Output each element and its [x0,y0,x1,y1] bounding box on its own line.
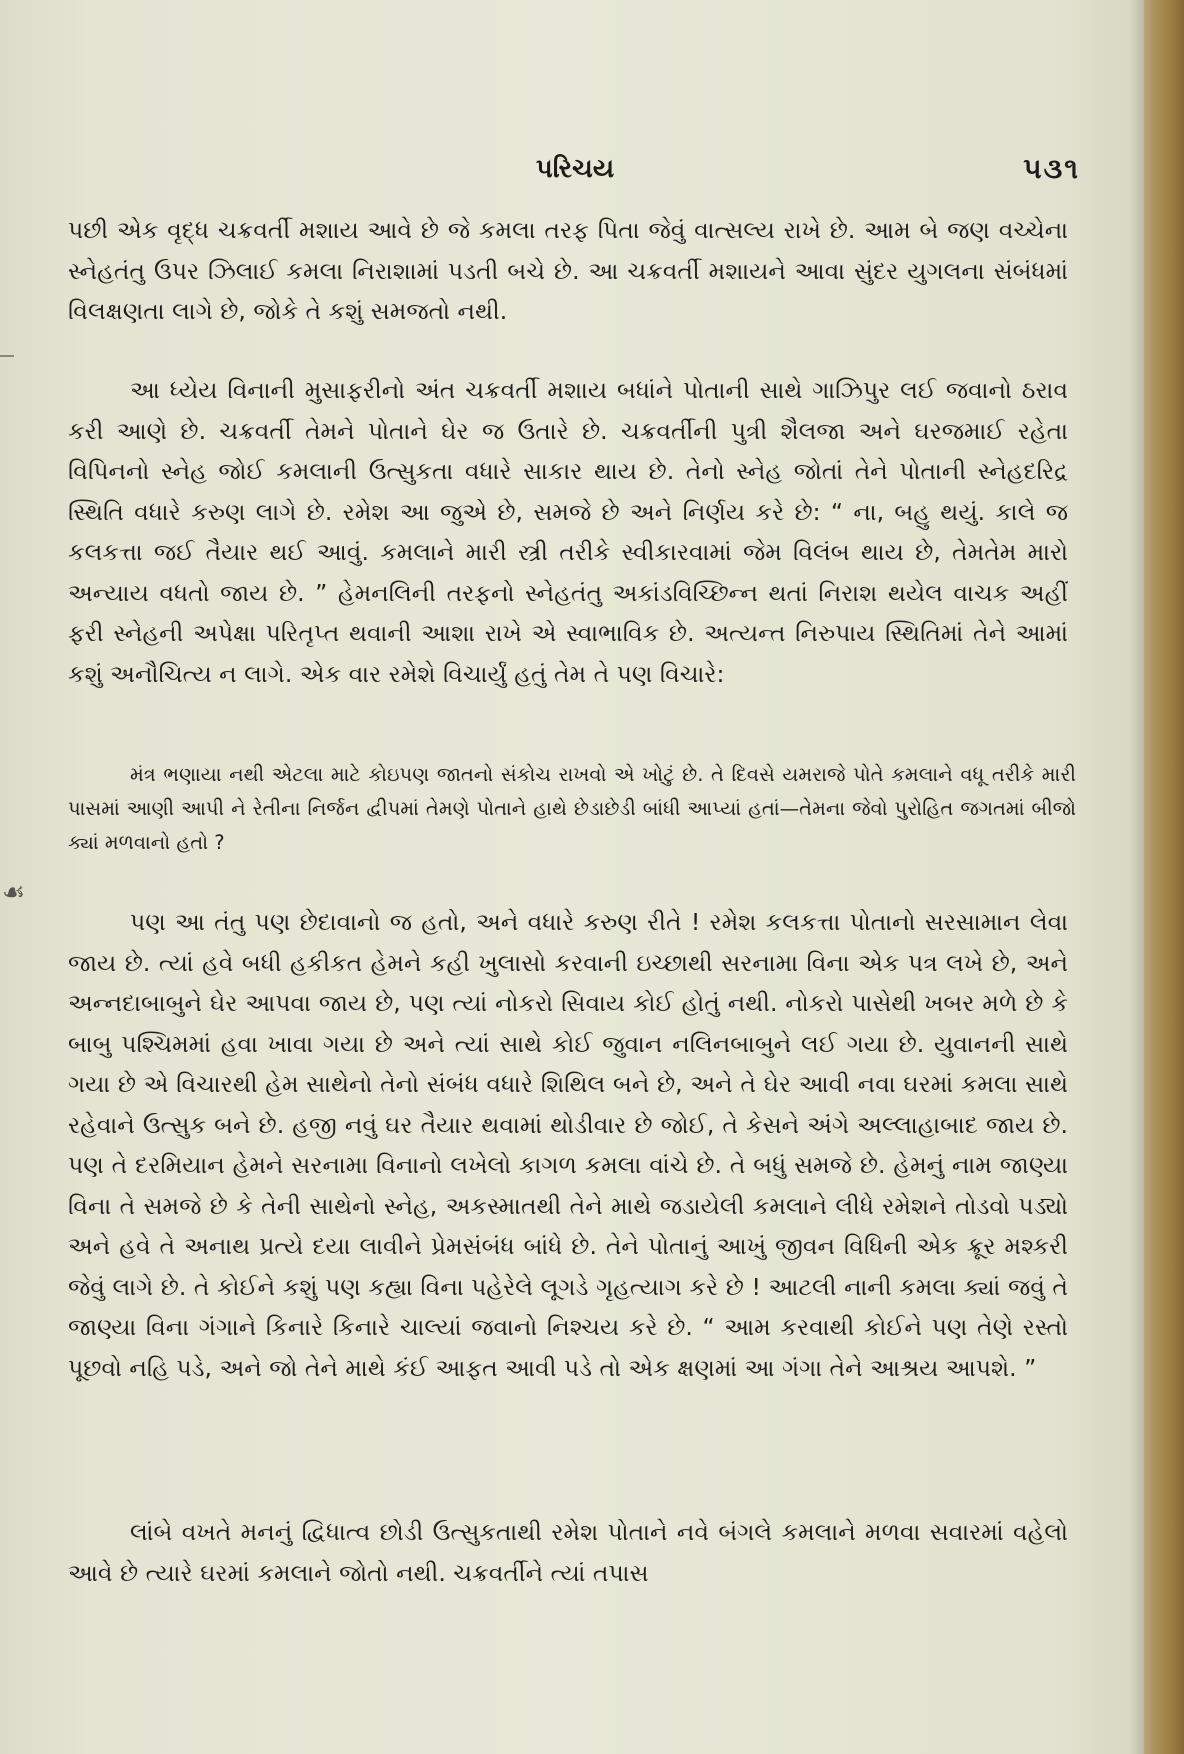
paragraph-3: પણ આ તંતુ પણ છેદાવાનો જ હતો, અને વધારે કરુણ રીતે ! રમેશ કલકત્તા પોતાનો સરસામાન લેવા જાય છે. ત્યાં હવે બધી હકીકત હેમને કહી ખુલાસો કરવાની ઇચ્છાથી સરનામા વિના એક પત્ર લખે છે, અને અન્નદાબાબુને ઘેર આપવા જાય છે, પણ ત્યાં નોકરો સિવાય કોઈ હોતું નથી. નોકરો પાસેથી ખબર મળે છે કે બાબુ પશ્ચિમમાં હવા ખાવા ગયા છે અને ત્યાં સાથે કોઈ જુવાન નલિનબાબુને લઈ ગયા છે. યુવાનની સાથે ગયા છે એ વિચારથી હેમ સાથેનો તેનો સંબંધ વધારે શિથિલ બને છે, અને તે ઘેર આવી નવા ઘરમાં કમલા સાથે રહેવાને ઉત્સુક બને છે. હજી નવું ઘર તૈયાર થવામાં થોડીવાર છે જોઈ, તે કેસને અંગે અલ્લાહાબાદ જાય છે. પણ તે દરમિયાન હેમને સરનામા વિનાનો લખેલો કાગળ કમલા વાંચે છે. તે બધું સમજે છે. હેમનું નામ જાણ્યા વિના તે સમજે છે કે તેની સાથેનો સ્નેહ, અકસ્માતથી તેને માથે જડાયેલી કમલાને લીધે રમેશને તોડવો પડ્યો અને હવે તે અનાથ પ્રત્યે દયા લાવીને પ્રેમસંબંધ બાંધે છે. તેને પોતાનું આખું જીવન વિધિની એક ક્રૂર મશ્કરી જેવું લાગે છે. તે કોઈને કશું પણ કહ્યા વિના પહેરેલે લૂગડે ગૃહત્યાગ કરે છે ! આટલી નાની કમલા ક્યાં જવું તે જાણ્યા વિના ગંગાને કિનારે કિનારે ચાલ્યાં જવાનો નિશ્ચય કરે છે. “ આમ કરવાથી કોઈને પણ તેણે રસ્તો પૂછવો નહિ પડે, અને જો તેને માથે કંઈ આફત આવી પડે તો એક ક્ષણમાં આ ગંગા તેને આશ્રય આપશે. ” [68,908,1068,1382]
block-quote: મંત્ર ભણાયા નથી એટલા માટે કોઇપણ જાતનો સંકોચ રાખવો એ ખોટું છે. તે દિવસે યમરાજે પોતે કમલાને વધૂ તરીકે મારી પાસમાં આણી આપી ને રેતીના નિર્જન દ્વીપમાં તેમણે પોતાને હાથે છેડાછેડી બાંધી આપ્યાં હતાં—તેમના જેવો પુરોહિત જગતમાં બીજો ક્યાં મળવાનો હતો ? [68,763,1076,854]
paragraph-4: લાંબે વખતે મનનું દ્વિધાત્વ છોડી ઉત્સુકતાથી રમેશ પોતાને નવે બંગલે કમલાને મળવા સવારમાં વહેલો આવે છે ત્યારે ઘરમાં કમલાને જોતો નથી. ચક્રવર્તીને ત્યાં તપાસ [68,1518,1068,1587]
paragraph-2: આ ધ્યેય વિનાની મુસાફરીનો અંત ચક્રવર્તી મશાય બધાંને પોતાની સાથે ગાઝિપુર લઈ જવાનો ઠરાવ કરી આણે છે. ચક્રવર્તી તેમને પોતાને ઘેર જ ઉતારે છે. ચક્રવર્તીની પુત્રી શૈલજા અને ઘરજમાઈ રહેતા વિપિનનો સ્નેહ જોઈ કમલાની ઉત્સુકતા વધારે સાકાર થાય છે. તેનો સ્નેહ જોતાં તેને પોતાની સ્નેહદરિદ્ર સ્થિતિ વધારે કરુણ લાગે છે. રમેશ આ જુએ છે, સમજે છે અને નિર્ણય કરે છે: “ ના, બહુ થયું. કાલે જ કલકત્તા જઈ તૈયાર થઈ આવું. કમલાને મારી સ્ત્રી તરીકે સ્વીકારવામાં જેમ વિલંબ થાય છે, તેમતેમ મારો અન્યાય વધતો જાય છે. ” હેમનલિની તરફનો સ્નેહતંતુ અકાંડવિચ્છિન્ન થતાં નિરાશ થયેલ વાચક અહીં ફરી સ્નેહની અપેક્ષા પરિતૃપ્ત થવાની આશા રાખે એ સ્વાભાવિક છે. અત્યન્ત નિરુપાય સ્થિતિમાં તેને આમાં કશું અનૌચિત્ય ન લાગે. એક વાર રમેશે વિચાર્યું હતું તેમ તે પણ વિચારે: [68,376,1068,688]
running-title: પરિચય [535,154,615,184]
page-number: ૫૩૧ [1023,152,1080,185]
margin-tick [0,355,14,357]
book-spine-edge [1144,0,1184,1754]
page-header [70,150,1080,190]
margin-scribble: ☙ [2,878,26,908]
paragraph-1: પછી એક વૃદ્ધ ચક્રવર્તી મશાય આવે છે જે કમલા તરફ પિતા જેવું વાત્સલ્ય રાખે છે. આમ બે જણ વચ્ચેના સ્નેહતંતુ ઉપર ઝિલાઈ કમલા નિરાશામાં પડતી બચે છે. આ ચક્રવર્તી મશાયને આવા સુંદર યુગલના સંબંધમાં વિલક્ષણતા લાગે છે, જોકે તે કશું સમજતો નથી. [68,216,1068,325]
